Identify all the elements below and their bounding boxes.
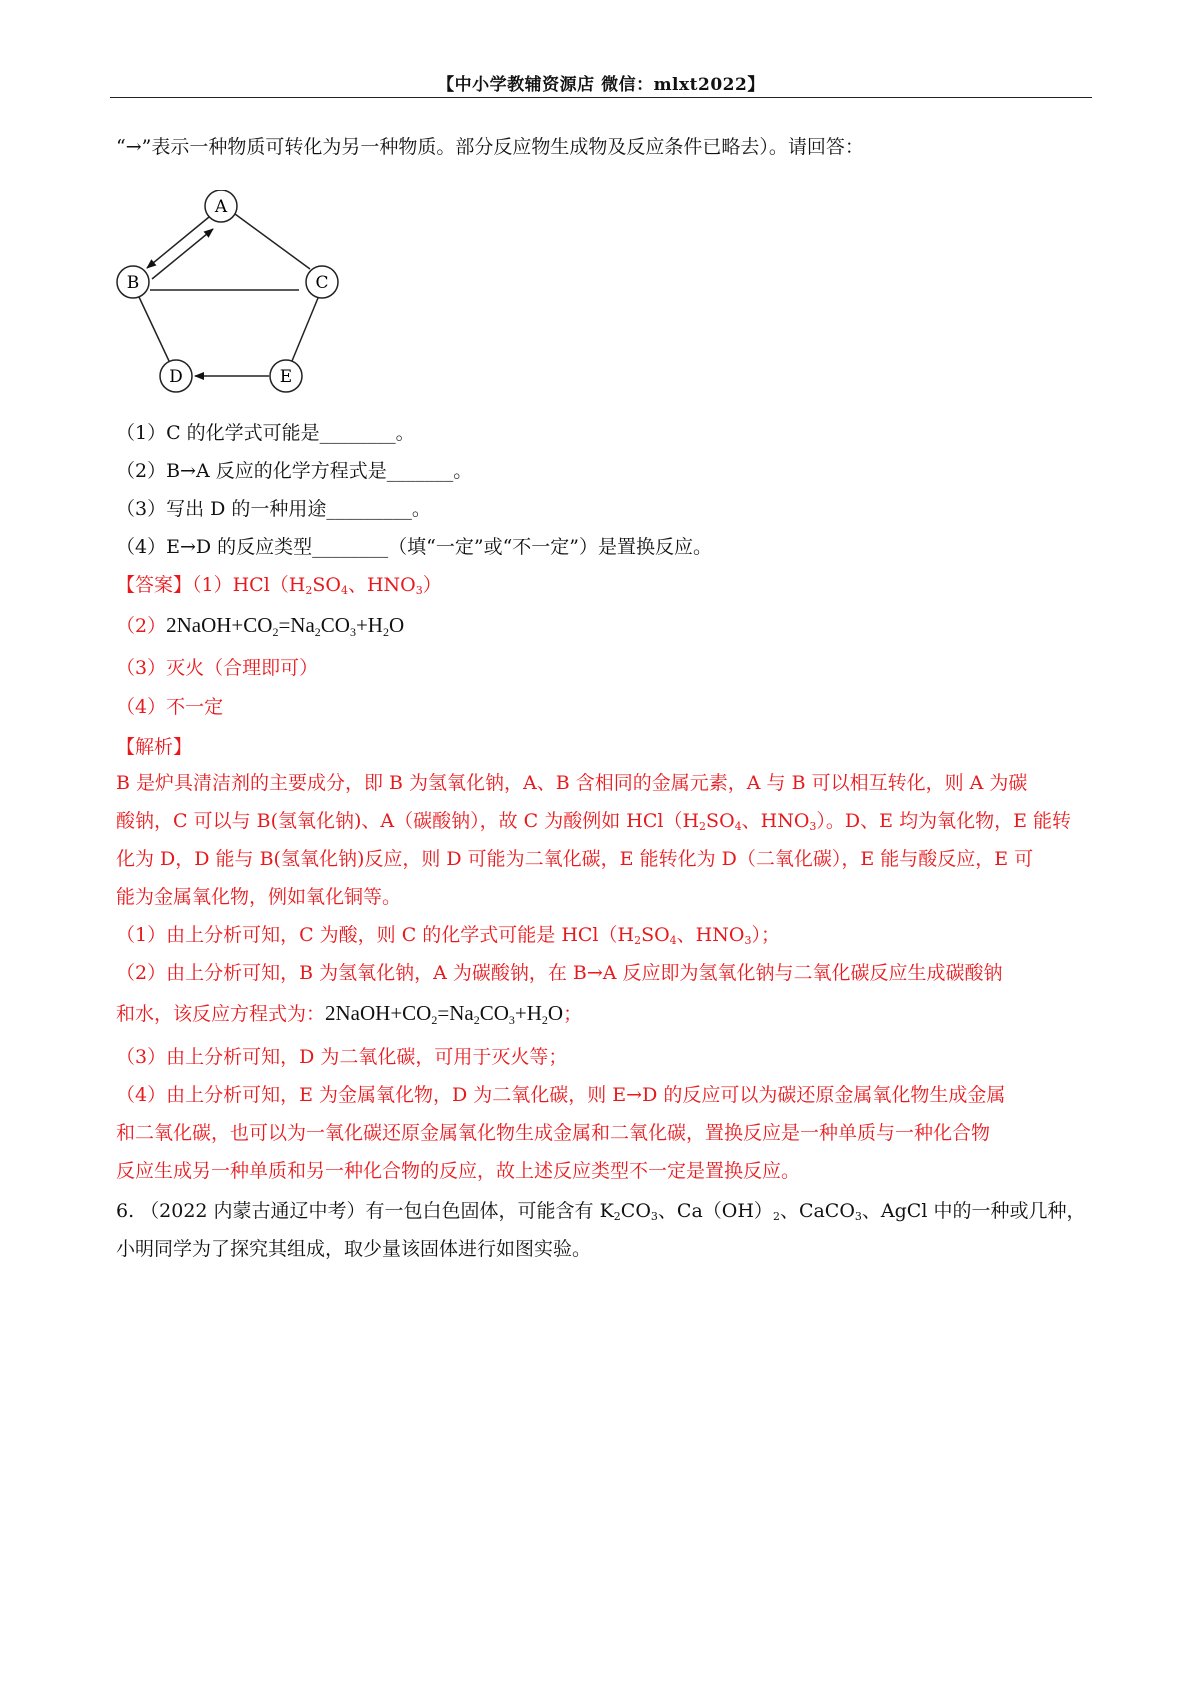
intro-text: “→”表示一种物质可转化为另一种物质。部分反应物生成物及反应条件已略去）。请回答： bbox=[116, 136, 864, 158]
node-b-label: B bbox=[126, 273, 140, 293]
reaction-diagram bbox=[112, 190, 352, 410]
analysis-line-3: 化为 D，D 能与 B(氢氧化钠)反应，则 D 可能为二氧化碳，E 能转化为 D（二氧化碳），E 能与酸反应，E 可 bbox=[116, 848, 1034, 870]
answer-line-1: 【答案】$(1)HCl(H_2SO_4$、$HNO_3$） bbox=[116, 574, 442, 597]
question-2: （2）B→A 反应的化学方程式是_______。 bbox=[116, 460, 473, 482]
question-6-line-2: 小明同学为了探究其组成，取少量该固体进行如图实验。 bbox=[116, 1238, 592, 1260]
answer-label: 【答案】 bbox=[116, 574, 193, 596]
edge-b-d bbox=[139, 297, 169, 361]
page-header: 【中小学教辅资源店 微信：mlxt2022】 bbox=[437, 75, 765, 95]
equation-answer: $2NaOH+CO_2=Na_2CO_3+H_2O$ bbox=[166, 613, 405, 639]
question-4: （4）E→D 的反应类型________（填“一定”或“不一定”）是置换反应。 bbox=[116, 536, 713, 558]
answer-line-3: （3）灭火（合理即可） bbox=[116, 657, 319, 679]
node-e-label: E bbox=[279, 367, 293, 387]
analysis-part-2-line-2: 和水，该反应方程式为：$2NaOH+CO_2=Na_2CO_3+H_2O$； bbox=[116, 1001, 583, 1027]
edge-c-e bbox=[292, 298, 318, 361]
analysis-part-4-line-1: （4）由上分析可知，E 为金属氧化物，D 为二氧化碳，则 E→D 的反应可以为碳还原金属氧化物生成金属 bbox=[116, 1084, 1006, 1106]
node-d-label: D bbox=[169, 367, 183, 387]
question-1: （1）C 的化学式可能是________。 bbox=[116, 422, 415, 444]
node-c-label: C bbox=[315, 273, 329, 293]
answer-line-4: （4）不一定 bbox=[116, 696, 224, 718]
analysis-line-1: B 是炉具清洁剂的主要成分，即 B 为氢氧化钠，A、B 含相同的金属元素，A 与 B 可以相互转化，则 A 为碳 bbox=[116, 772, 1028, 794]
edge-a-c bbox=[235, 214, 310, 269]
analysis-part-1: （1）由上分析可知，C 为酸，则 C 的化学式可能是 $HCl(H_2SO_4$、$HNO_3$）； bbox=[116, 924, 780, 947]
answer-line-2: $(2)2NaOH+CO_2=Na_2CO_3+H_2O$ bbox=[116, 613, 405, 639]
analysis-part-2-line-1: （2）由上分析可知，B 为氢氧化钠，A 为碳酸钠，在 B→A 反应即为氢氧化钠与二氧化碳反应生成碳酸钠 bbox=[116, 962, 1003, 984]
arrow-a-to-b bbox=[147, 217, 209, 268]
analysis-line-4: 能为金属氧化物，例如氧化铜等。 bbox=[116, 886, 402, 908]
analysis-part-4-line-2: 和二氧化碳，也可以为一氧化碳还原金属氧化物生成金属和二氧化碳，置换反应是一种单质与一种化合物 bbox=[116, 1122, 991, 1144]
analysis-part-3: （3）由上分析可知，D 为二氧化碳，可用于灭火等； bbox=[116, 1046, 568, 1068]
node-a-label: A bbox=[214, 197, 228, 217]
question-6-line-1: 6. （2022 内蒙古通辽中考）有一包白色固体，可能含有 $K_2CO_3$、$Ca(OH)_2$、CaCO$_3$、AgCl 中的一种或几种， bbox=[116, 1200, 1086, 1223]
analysis-label: 【解析】 bbox=[116, 736, 193, 758]
question-3: （3）写出 D 的一种用途_________。 bbox=[116, 498, 431, 520]
analysis-part-4-line-3: 反应生成另一种单质和另一种化合物的反应，故上述反应类型不一定是置换反应。 bbox=[116, 1160, 801, 1182]
equation-analysis: $2NaOH+CO_2=Na_2CO_3+H_2O$ bbox=[325, 1001, 564, 1027]
analysis-line-2: 酸钠，C 可以与 B(氢氧化钠)、A（碳酸钠），故 C 为酸例如 $HCl(H_2SO_4$、$HNO_3$）。D、E 均为氧化物，E 能转 bbox=[116, 810, 1071, 833]
arrow-b-to-a bbox=[152, 229, 213, 279]
header-rule bbox=[110, 97, 1092, 98]
